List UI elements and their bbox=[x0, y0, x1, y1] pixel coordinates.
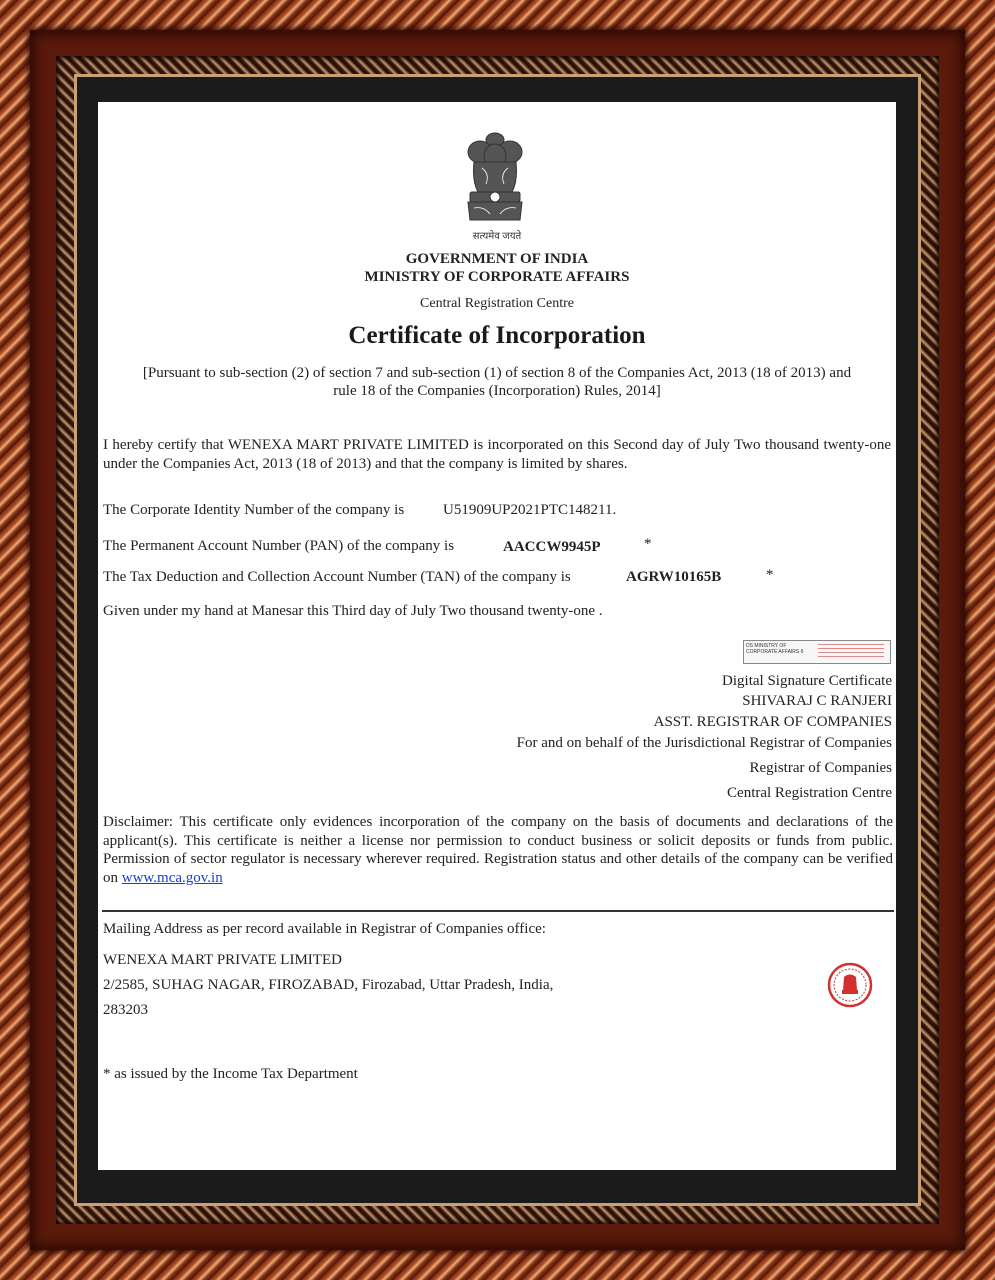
disclaimer-text: Disclaimer: This certificate only evidences incorporation of the company on the basis of documents and declarations of the applicant(s). This certificate is neither a license nor permission to conduct business or solicit deposits or funds from public. Permission of sector regulator is necessary wherever required. Registration status and other details of the company can be verified on bbox=[103, 814, 893, 886]
registrar-line: Registrar of Companies bbox=[749, 760, 892, 776]
tan-label: The Tax Deduction and Collection Account Number (TAN) of the company is bbox=[103, 569, 571, 585]
digital-signature-stamp bbox=[743, 640, 891, 664]
certificate-title: Certificate of Incorporation bbox=[348, 322, 646, 349]
tan-value: AGRW10165B bbox=[626, 569, 722, 585]
certificate-paper bbox=[98, 102, 896, 1170]
income-tax-footnote: * as issued by the Income Tax Department bbox=[103, 1066, 358, 1082]
pursuant-line-2: rule 18 of the Companies (Incorporation) Rules, 2014] bbox=[333, 383, 661, 399]
given-line: Given under my hand at Manesar this Third day of July Two thousand twenty-one . bbox=[103, 603, 603, 619]
mailing-address: 2/2585, SUHAG NAGAR, FIROZABAD, Firozabad, Uttar Pradesh, India, bbox=[103, 977, 554, 993]
cin-value: U51909UP2021PTC148211. bbox=[443, 502, 617, 518]
mailing-label: Mailing Address as per record available in Registrar of Companies office: bbox=[103, 921, 546, 937]
mailing-pin: 283203 bbox=[103, 1002, 148, 1018]
signatory-designation: ASST. REGISTRAR OF COMPANIES bbox=[653, 714, 892, 730]
government-heading: GOVERNMENT OF INDIA bbox=[405, 251, 589, 267]
pan-label: The Permanent Account Number (PAN) of the company is bbox=[103, 538, 455, 554]
tan-footnote-marker: * bbox=[766, 567, 774, 583]
crc-line: Central Registration Centre bbox=[727, 785, 892, 801]
emblem-motto: सत्यमेव जयते bbox=[472, 231, 522, 242]
pan-footnote-marker: * bbox=[644, 536, 652, 552]
national-emblem-icon bbox=[460, 126, 530, 236]
mailing-company: WENEXA MART PRIVATE LIMITED bbox=[103, 952, 342, 968]
on-behalf-line: For and on behalf of the Jurisdictional Registrar of Companies bbox=[516, 735, 892, 751]
pan-value: AACCW9945P bbox=[503, 539, 601, 555]
disclaimer-paragraph bbox=[103, 813, 893, 887]
pursuant-line-1: [Pursuant to sub-section (2) of section 7 and sub-section (1) of section 8 of the Companies Act, 2013 (18 of 2013) and bbox=[142, 365, 852, 381]
mca-seal-icon bbox=[826, 962, 874, 1008]
dsc-label: Digital Signature Certificate bbox=[722, 673, 892, 689]
centre-heading: Central Registration Centre bbox=[420, 296, 574, 311]
certify-paragraph: I hereby certify that WENEXA MART PRIVATE LIMITED is incorporated on this Second day of July Two thousand twenty-one under the Companies Act, 2013 (18 of 2013) and that the company is limited by shares. bbox=[103, 437, 891, 472]
ministry-heading: MINISTRY OF CORPORATE AFFAIRS bbox=[364, 269, 630, 285]
stamp-detail-lines bbox=[818, 644, 884, 660]
signatory-name: SHIVARAJ C RANJERI bbox=[742, 693, 892, 709]
stamp-label: DS MINISTRY OF CORPORATE AFFAIRS 6 bbox=[746, 643, 804, 655]
section-divider bbox=[102, 910, 894, 912]
cin-label: The Corporate Identity Number of the company is bbox=[103, 502, 405, 518]
mca-website-link[interactable]: www.mca.gov.in bbox=[121, 869, 223, 886]
